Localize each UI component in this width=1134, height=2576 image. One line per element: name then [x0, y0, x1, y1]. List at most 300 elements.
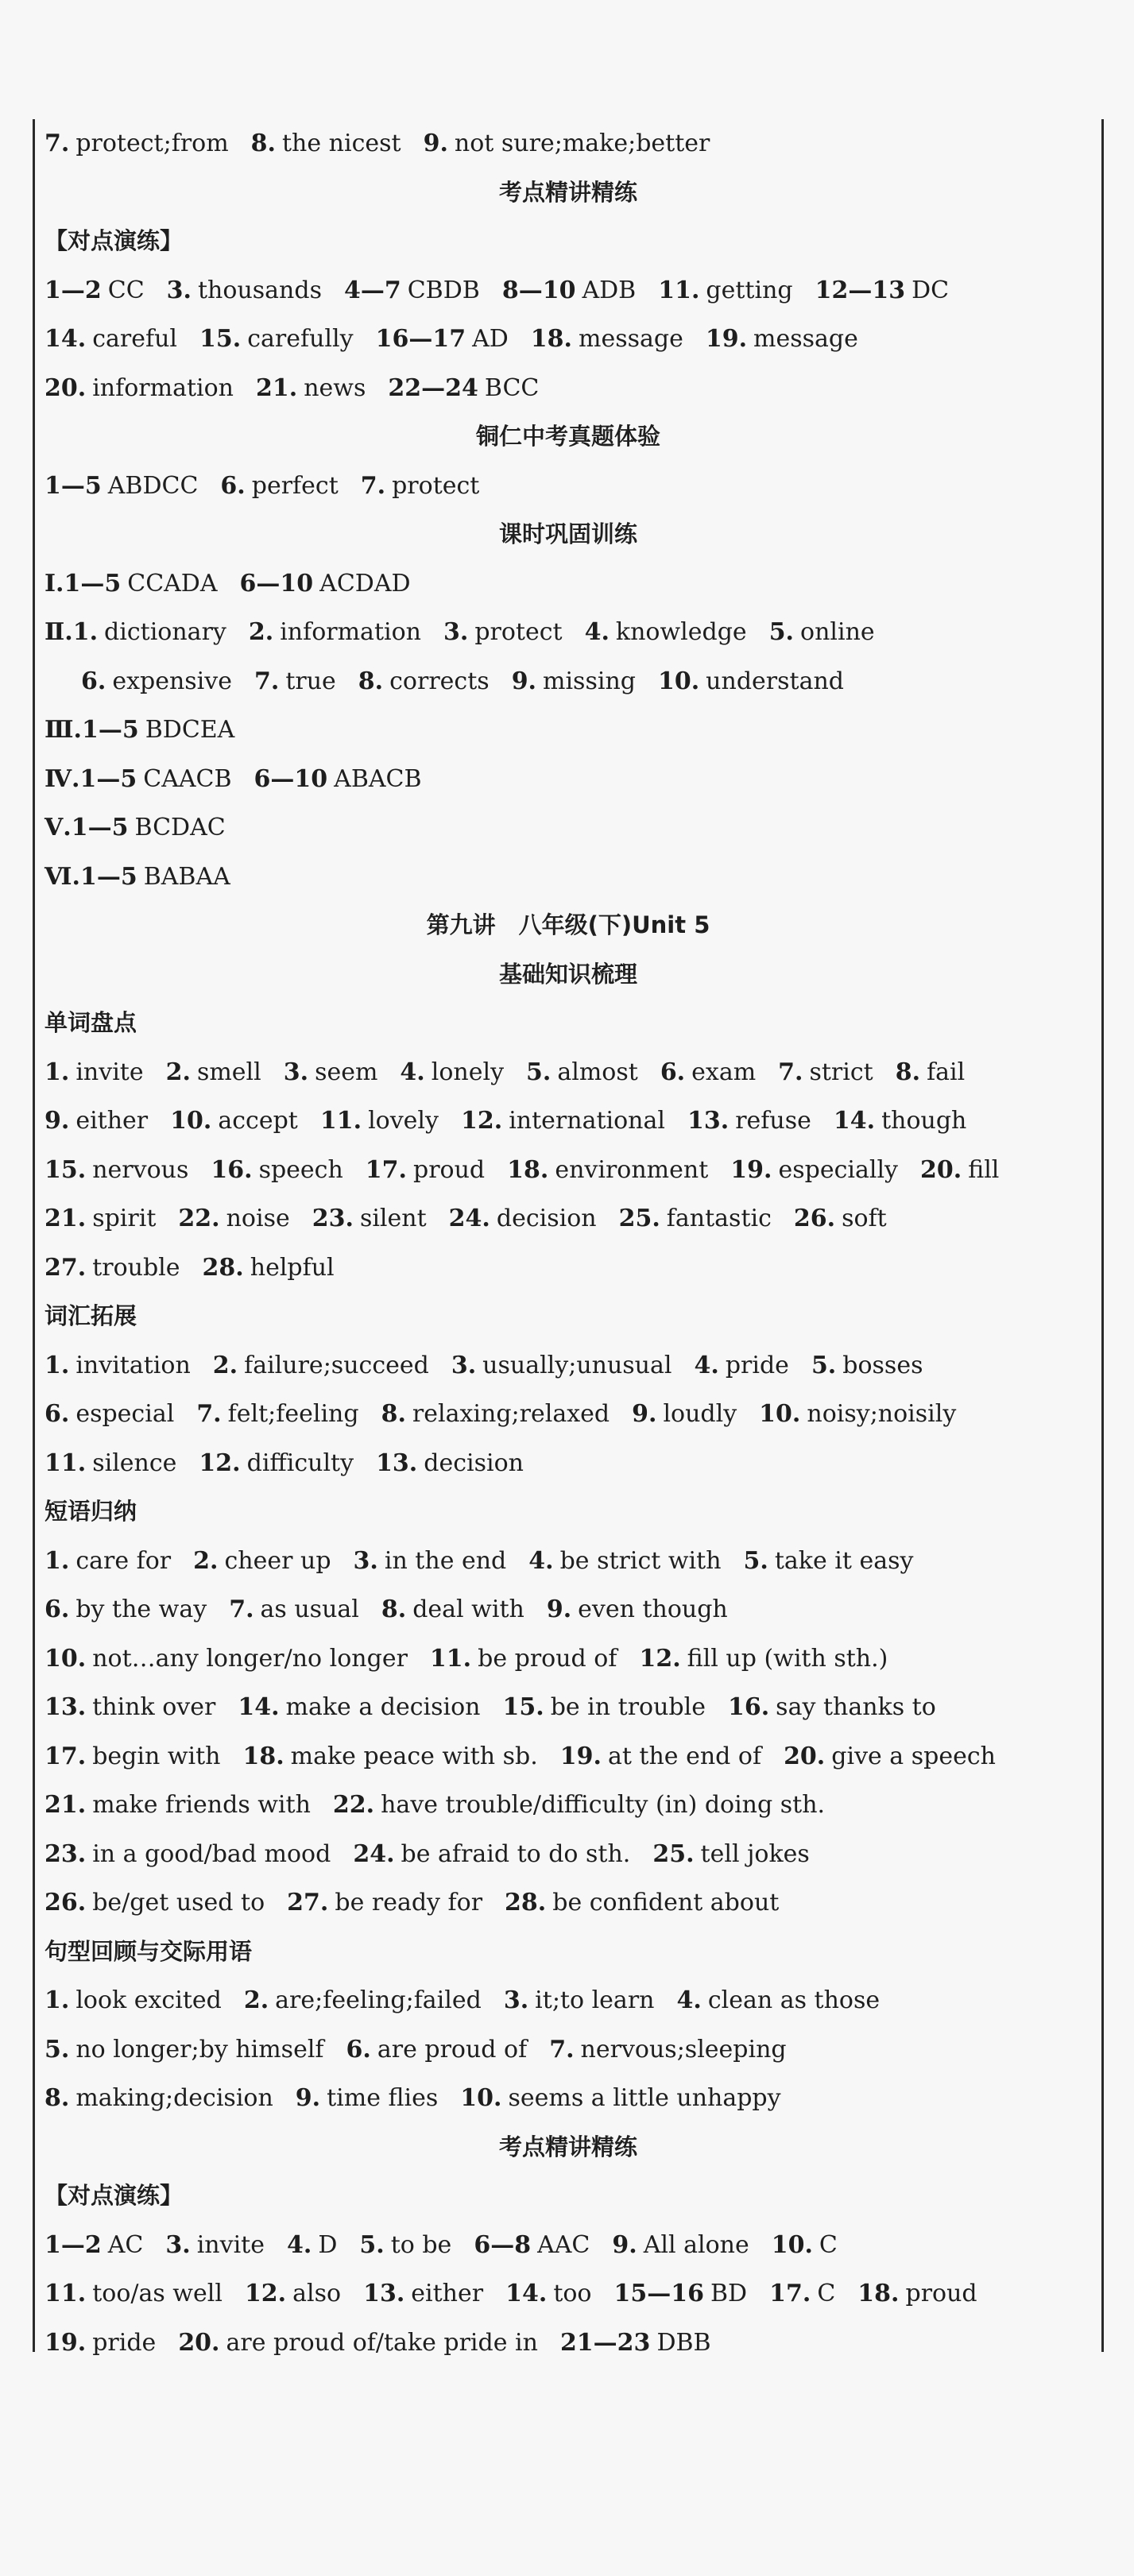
- answer-item: [526, 1048, 638, 1097]
- question-number: 10.: [170, 1107, 212, 1135]
- answer-text: almost: [557, 1058, 638, 1086]
- answer-text: be in trouble: [550, 1693, 706, 1721]
- answer-text: fill up (with sth.): [687, 1644, 888, 1673]
- answer-text: difficulty: [246, 1449, 354, 1477]
- answer-text: DBB: [656, 2328, 711, 2357]
- question-number: 15.: [502, 1693, 544, 1721]
- answer-text: ABDCC: [107, 471, 199, 500]
- answer-item: [45, 315, 177, 364]
- question-number: 9.: [295, 2084, 321, 2112]
- answer-item: [238, 1683, 480, 1732]
- answer-text: seem: [315, 1058, 378, 1086]
- answer-text: usually;unusual: [482, 1351, 672, 1379]
- answer-item: [45, 1878, 265, 1928]
- question-number: 5.: [768, 618, 795, 646]
- question-number: 6.: [81, 667, 106, 695]
- answer-item: [388, 364, 539, 413]
- question-number: 1.: [45, 1351, 70, 1379]
- section-title: 考点精讲精练: [498, 2133, 637, 2160]
- answer-text: message: [753, 325, 858, 353]
- question-number: 21.: [256, 373, 298, 402]
- answer-text: as usual: [260, 1595, 359, 1623]
- answer-item: [199, 315, 354, 364]
- answer-text: making;decision: [75, 2084, 273, 2112]
- question-number: 1.: [45, 1986, 70, 2014]
- answer-text: the nicest: [282, 130, 401, 157]
- answer-text: in the end: [384, 1546, 507, 1575]
- answer-item: [45, 1732, 220, 1781]
- answer-item: [203, 1244, 335, 1293]
- answer-text: speech: [258, 1155, 343, 1184]
- question-number: 4.: [694, 1351, 719, 1379]
- answer-text: think over: [92, 1693, 216, 1721]
- question-number: 4.: [584, 618, 610, 646]
- question-number: 19.: [45, 2328, 87, 2357]
- answer-item: [170, 1097, 298, 1146]
- question-number: 20.: [178, 2328, 220, 2357]
- answer-item: [504, 1976, 655, 2025]
- question-number: 6.: [220, 471, 246, 500]
- answer-text: missing: [543, 667, 636, 695]
- answer-text: BCDAC: [134, 814, 226, 841]
- answer-item: [639, 1634, 888, 1684]
- answer-item: [695, 1341, 789, 1390]
- question-number: 8.: [250, 130, 276, 157]
- answer-item: [772, 2221, 838, 2270]
- question-number: 1.: [45, 1546, 70, 1575]
- answer-text: smell: [196, 1058, 261, 1086]
- answer-item: [619, 1194, 772, 1244]
- answer-text: helpful: [250, 1253, 335, 1282]
- answer-item: [344, 266, 480, 315]
- answer-item: [512, 657, 636, 706]
- question-number: 5.: [359, 2230, 385, 2259]
- answer-row: [45, 2269, 1092, 2319]
- answer-row: [45, 1048, 1092, 1097]
- question-number: 13.: [45, 1693, 87, 1721]
- question-number: 1—5: [45, 471, 102, 500]
- question-number: Ⅴ.1—5: [45, 814, 129, 841]
- answer-text: cheer up: [224, 1546, 331, 1575]
- answer-row: [45, 706, 1092, 755]
- question-number: 3.: [443, 618, 469, 646]
- answer-text: invite: [196, 2230, 265, 2259]
- answer-text: spirit: [92, 1205, 157, 1232]
- question-number: 17.: [769, 2280, 811, 2307]
- answer-text: fill: [968, 1155, 1000, 1184]
- answer-text: understand: [706, 667, 844, 695]
- answer-item: [424, 119, 710, 168]
- answer-text: decision: [424, 1449, 524, 1477]
- answer-text: pride: [725, 1351, 789, 1379]
- question-number: 14.: [505, 2280, 548, 2307]
- answer-item: [658, 657, 844, 706]
- question-number: 27.: [45, 1253, 87, 1282]
- subsection-heading: 【对点演练】: [45, 227, 184, 254]
- question-number: 6.: [45, 1595, 70, 1623]
- answer-item: [687, 1097, 811, 1146]
- answer-item: [81, 657, 232, 706]
- answer-text: seems a little unhappy: [508, 2084, 781, 2112]
- answer-item: [256, 364, 366, 413]
- question-number: 13.: [687, 1107, 730, 1135]
- answer-item: [676, 1976, 880, 2025]
- answer-text: not sure;make;better: [454, 130, 710, 157]
- answer-text: at the end of: [607, 1742, 762, 1770]
- answer-item: [240, 559, 411, 609]
- answer-item: [769, 608, 875, 657]
- left-border-line: [33, 119, 35, 2352]
- question-number: 21.: [45, 1205, 87, 1232]
- section-title: 铜仁中考真题体验: [475, 423, 660, 450]
- answer-text: care for: [75, 1546, 172, 1575]
- question-number: 14.: [238, 1693, 280, 1721]
- answer-row: [45, 1634, 1092, 1684]
- answer-row: [45, 1390, 1092, 1439]
- answer-text: clean as those: [707, 1986, 880, 2014]
- answer-item: [359, 2221, 451, 2270]
- answer-text: knowledge: [615, 618, 747, 646]
- answer-item: [652, 1830, 809, 1879]
- question-number: 26.: [45, 1889, 87, 1917]
- answer-row: [45, 2221, 1092, 2270]
- question-number: 20.: [45, 373, 87, 402]
- question-number: 3.: [283, 1058, 309, 1086]
- question-number: 24.: [448, 1205, 490, 1232]
- answer-text: noisy;noisily: [807, 1400, 957, 1428]
- answer-text: proud: [413, 1155, 486, 1184]
- answer-text: trouble: [92, 1253, 180, 1282]
- question-number: 9.: [632, 1400, 657, 1428]
- question-number: 6—8: [474, 2230, 532, 2259]
- question-number: 11.: [319, 1107, 362, 1135]
- subsection-heading: 【对点演练】: [45, 2182, 184, 2209]
- answer-text: even though: [578, 1595, 728, 1623]
- answer-item: [45, 2221, 143, 2270]
- answer-item: [585, 608, 747, 657]
- answer-row: [45, 1878, 1092, 1928]
- answer-text: be afraid to do sth.: [401, 1839, 631, 1868]
- answer-row: [45, 1194, 1092, 1244]
- answer-text: AD: [472, 325, 509, 353]
- answer-text: AAC: [537, 2230, 590, 2259]
- answer-text: exam: [691, 1058, 757, 1086]
- answer-text: are;feeling;failed: [275, 1986, 482, 2014]
- question-number: 23.: [312, 1205, 354, 1232]
- question-number: 18.: [507, 1155, 549, 1184]
- question-number: 24.: [353, 1839, 395, 1868]
- answer-item: [614, 2269, 748, 2319]
- answer-text: information: [280, 618, 421, 646]
- answer-item: [45, 2269, 223, 2319]
- question-number: 15—16: [613, 2280, 704, 2307]
- question-number: 5.: [45, 2035, 70, 2064]
- answer-item: [229, 1585, 359, 1634]
- answer-item: [296, 2074, 438, 2123]
- question-number: 8.: [358, 667, 384, 695]
- answer-text: invitation: [75, 1351, 191, 1379]
- question-number: 5.: [526, 1058, 552, 1086]
- answer-text: true: [285, 667, 336, 695]
- answer-item: [45, 1097, 148, 1146]
- answer-item: [45, 1830, 331, 1879]
- answer-text: C: [817, 2280, 836, 2307]
- question-number: 22.: [332, 1791, 375, 1819]
- question-number: 10.: [759, 1400, 801, 1428]
- answer-text: fail: [927, 1058, 966, 1086]
- question-number: 11.: [658, 276, 700, 304]
- question-number: 12.: [639, 1644, 681, 1673]
- question-number: 3.: [353, 1546, 378, 1575]
- answer-text: are proud of: [377, 2035, 528, 2064]
- section-title: 第九讲 八年级(下)Unit 5: [426, 911, 710, 938]
- answer-text: carefully: [247, 325, 354, 353]
- answer-text: especial: [75, 1400, 175, 1428]
- question-number: 17.: [45, 1742, 87, 1770]
- answer-row: [45, 559, 1092, 609]
- question-number: 2.: [165, 1058, 191, 1086]
- question-number: 10.: [45, 1644, 87, 1673]
- answer-row: [45, 1781, 1092, 1830]
- answer-item: [920, 1146, 999, 1195]
- answer-item: [547, 1585, 728, 1634]
- answer-text: it;to learn: [535, 1986, 655, 2014]
- question-number: Ⅳ.1—5: [45, 764, 137, 793]
- answer-item: [354, 1537, 507, 1586]
- answer-text: lonely: [431, 1058, 505, 1086]
- answer-row: [45, 266, 1092, 315]
- answer-text: in a good/bad mood: [92, 1839, 331, 1868]
- answer-text: BCC: [484, 373, 540, 402]
- answer-text: expensive: [112, 667, 232, 695]
- answer-item: [193, 1537, 331, 1586]
- answer-item: [166, 1048, 261, 1097]
- answer-row: [45, 462, 1092, 511]
- answer-text: dictionary: [104, 618, 226, 646]
- question-number: 12.: [244, 2280, 287, 2307]
- answer-row: [45, 1683, 1092, 1732]
- question-number: 20.: [784, 1742, 826, 1770]
- answer-item: [45, 266, 145, 315]
- answer-text: bosses: [842, 1351, 923, 1379]
- answer-text: give a speech: [831, 1742, 996, 1770]
- question-number: 7.: [196, 1400, 222, 1428]
- answer-row: [45, 1732, 1092, 1781]
- answer-item: [45, 1976, 222, 2025]
- question-number: 6.: [660, 1058, 686, 1086]
- question-number: 13.: [376, 1449, 418, 1477]
- answer-text: tell jokes: [700, 1839, 810, 1868]
- answer-text: silent: [359, 1205, 427, 1232]
- answer-item: [45, 462, 198, 511]
- answer-item: [45, 1146, 188, 1195]
- answer-item: [45, 1634, 408, 1684]
- answer-item: [632, 1390, 737, 1439]
- subsection-heading: 单词盘点: [45, 1009, 137, 1036]
- question-number: 9.: [423, 130, 448, 157]
- question-number: 4.: [286, 2230, 312, 2259]
- question-number: 4.: [400, 1058, 425, 1086]
- answer-item: [443, 608, 563, 657]
- answer-item: [220, 462, 338, 511]
- answer-item: [363, 2269, 483, 2319]
- answer-item: [211, 1146, 343, 1195]
- question-number: 18.: [242, 1742, 284, 1770]
- answer-item: [45, 119, 229, 168]
- question-number: 7.: [229, 1595, 254, 1623]
- question-number: 10.: [460, 2084, 502, 2112]
- question-number: 1.: [45, 1058, 70, 1086]
- answer-text: protect: [474, 618, 563, 646]
- answer-item: [358, 657, 490, 706]
- answer-item: [346, 2025, 528, 2075]
- answer-item: [658, 266, 792, 315]
- question-number: 14.: [45, 325, 87, 353]
- answer-item: [254, 755, 422, 804]
- question-number: Ⅱ.1.: [45, 618, 99, 646]
- question-number: 13.: [363, 2280, 405, 2307]
- subsection-heading: 句型回顾与交际用语: [45, 1937, 253, 1965]
- answer-item: [251, 119, 401, 168]
- answer-item: [165, 2221, 265, 2270]
- answer-text: D: [318, 2230, 338, 2259]
- question-number: 1—2: [45, 276, 102, 304]
- subsection-heading: 短语归纳: [45, 1498, 137, 1525]
- answer-item: [430, 1634, 617, 1684]
- answer-text: either: [411, 2280, 484, 2307]
- question-number: 10.: [657, 667, 700, 695]
- answer-text: ADB: [582, 276, 637, 304]
- answer-text: CCADA: [127, 569, 218, 598]
- answer-text: by the way: [75, 1595, 207, 1623]
- answer-item: [366, 1146, 485, 1195]
- answer-item: [45, 364, 234, 413]
- answer-item: [244, 1976, 482, 2025]
- answer-item: [794, 1194, 887, 1244]
- answer-item: [353, 1830, 630, 1879]
- answer-text: C: [819, 2230, 838, 2259]
- answer-item: [857, 2269, 977, 2319]
- answer-text: accept: [218, 1107, 298, 1135]
- answer-item: [249, 608, 421, 657]
- question-number: 7.: [549, 2035, 575, 2064]
- answer-text: online: [800, 618, 875, 646]
- answer-item: [361, 462, 480, 511]
- question-number: 5.: [811, 1351, 837, 1379]
- answer-text: relaxing;relaxed: [412, 1400, 610, 1428]
- answer-item: [449, 1194, 597, 1244]
- question-number: 6.: [346, 2035, 371, 2064]
- answer-row: [45, 853, 1092, 902]
- answer-item: [896, 1048, 966, 1097]
- answer-item: [728, 1683, 936, 1732]
- question-number: 18.: [857, 2280, 900, 2307]
- answer-item: [660, 1048, 756, 1097]
- question-number: 2.: [248, 618, 274, 646]
- question-number: 9.: [45, 1107, 70, 1135]
- answer-item: [45, 1244, 180, 1293]
- answer-text: ABACB: [334, 764, 422, 793]
- answer-item: [531, 315, 683, 364]
- answer-item: [333, 1781, 825, 1830]
- answer-item: [759, 1390, 956, 1439]
- question-number: Ⅰ.1—5: [45, 569, 122, 598]
- answer-text: either: [75, 1107, 149, 1135]
- answer-text: not…any longer/no longer: [92, 1644, 408, 1673]
- answer-text: failure;succeed: [244, 1351, 429, 1379]
- answer-text: ACDAD: [319, 569, 411, 598]
- answer-item: [45, 1537, 171, 1586]
- answer-item: [784, 1732, 996, 1781]
- answer-item: [199, 1439, 354, 1488]
- question-number: 6—10: [239, 569, 314, 598]
- answer-item: [45, 1585, 207, 1634]
- question-number: 10.: [771, 2230, 813, 2259]
- answer-item: [461, 1097, 665, 1146]
- answer-text: be confident about: [552, 1889, 780, 1917]
- answer-item: [502, 266, 636, 315]
- question-number: 15.: [45, 1155, 87, 1184]
- answer-text: thousands: [198, 276, 322, 304]
- answer-text: environment: [555, 1155, 709, 1184]
- answer-row: [45, 803, 1092, 853]
- answer-text: careful: [92, 325, 178, 353]
- answer-item: [45, 1439, 176, 1488]
- answer-row: [45, 657, 1092, 706]
- answer-text: have trouble/difficulty (in) doing sth.: [381, 1791, 826, 1819]
- answer-row: [45, 1341, 1092, 1390]
- answer-text: CC: [107, 276, 145, 304]
- answer-item: [507, 1146, 708, 1195]
- answer-text: are proud of/take pride in: [226, 2328, 538, 2357]
- answer-row: [45, 2319, 1092, 2368]
- question-number: 4—7: [343, 276, 401, 304]
- answer-text: be ready for: [335, 1889, 483, 1917]
- answer-text: make peace with sb.: [290, 1742, 538, 1770]
- answer-row: [45, 755, 1092, 804]
- answer-text: look excited: [75, 1986, 222, 2014]
- answer-item: [45, 1194, 156, 1244]
- answer-text: also: [292, 2280, 342, 2307]
- answer-text: corrects: [389, 667, 490, 695]
- answer-text: BABAA: [143, 862, 230, 891]
- answer-text: CAACB: [143, 764, 232, 793]
- answer-item: [45, 803, 226, 853]
- answer-item: [505, 2269, 591, 2319]
- question-number: 19.: [705, 325, 748, 353]
- answer-item: [178, 2319, 538, 2368]
- question-number: 22—24: [388, 373, 478, 402]
- section-title: 课时巩固训练: [498, 520, 637, 547]
- answer-item: [381, 1390, 610, 1439]
- question-number: 7.: [254, 667, 280, 695]
- answer-row: [45, 1244, 1092, 1293]
- question-number: 8.: [381, 1595, 407, 1623]
- question-number: 1—2: [45, 2230, 102, 2259]
- answer-text: soft: [842, 1205, 887, 1232]
- question-number: 25.: [618, 1205, 660, 1232]
- question-number: 16.: [211, 1155, 253, 1184]
- answer-item: [834, 1097, 967, 1146]
- question-number: 7.: [778, 1058, 803, 1086]
- answer-item: [815, 266, 950, 315]
- answer-text: fantastic: [666, 1205, 772, 1232]
- question-number: 8.: [381, 1400, 406, 1428]
- question-number: 9.: [511, 667, 537, 695]
- question-number: 4.: [676, 1986, 702, 2014]
- answer-text: nervous;sleeping: [580, 2035, 787, 2064]
- question-number: 18.: [530, 325, 572, 353]
